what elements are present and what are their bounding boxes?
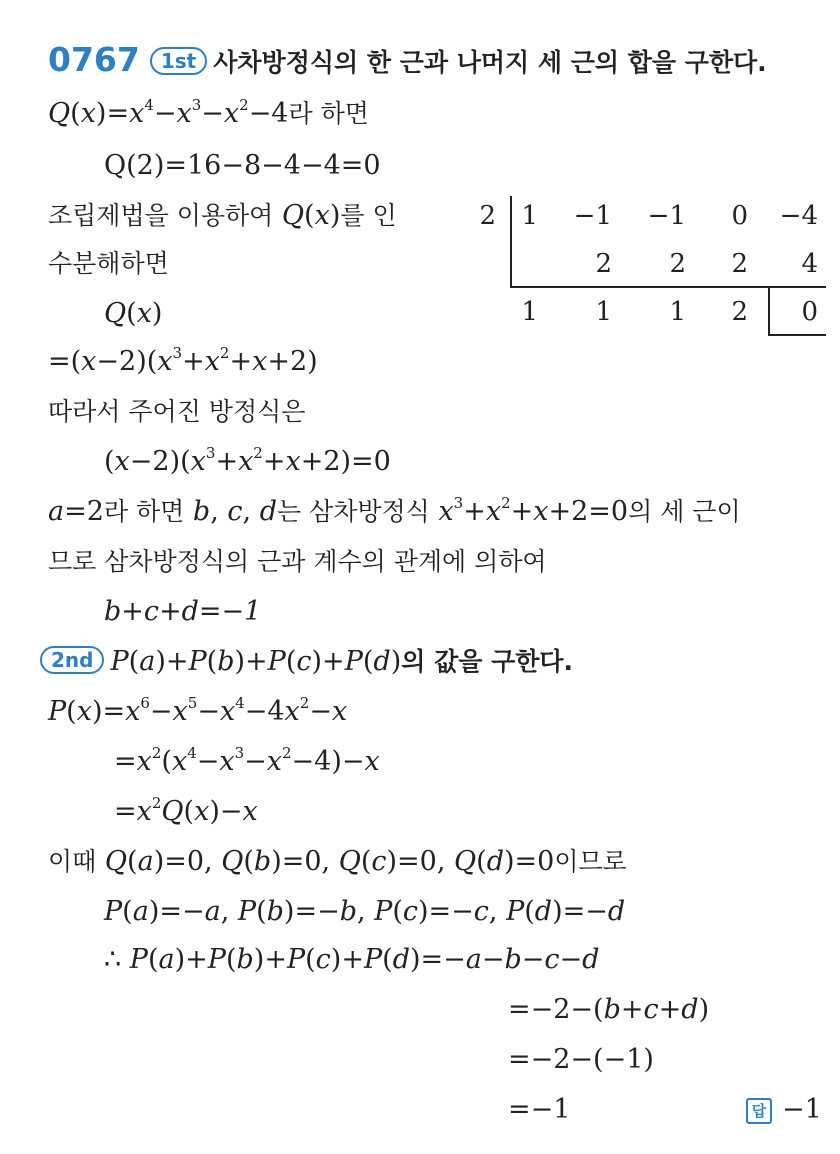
qx-line: Q(x) <box>104 298 163 329</box>
step2-badge: 2nd <box>40 646 104 674</box>
synth-intro-text2: 를 인 <box>340 201 397 230</box>
sd-result: 1 <box>521 297 538 327</box>
sum-step2: =−2−(−1) <box>508 1044 654 1075</box>
qx-factored: $=(x-2)(x^3+x^2+x+2)$ <box>48 344 318 377</box>
factor-line: 수분해하면 <box>48 249 169 278</box>
sd-coef: 1 <box>521 201 538 231</box>
p-rewrite2: $=x^2Q(x)-x$ <box>114 794 258 827</box>
p-definition: $P(x)=x^6-x^5-x^4-4x^2-x$ <box>48 694 348 727</box>
sd-divisor: 2 <box>479 201 496 231</box>
since-text2: 이므로 <box>554 847 627 876</box>
sd-middle: 4 <box>801 249 818 279</box>
since-text: 이때 <box>48 847 97 876</box>
sd-coef: −1 <box>647 201 686 231</box>
sd-result: 2 <box>731 297 748 327</box>
sd-coef: −4 <box>779 201 818 231</box>
p-rewrite1: $=x^2(x^4-x^3-x^2-4)-x$ <box>114 744 380 777</box>
cubic-roots-text: 는 삼차방정식 <box>276 497 430 526</box>
q-definition: $Q(x)=x^4-x^3-x^2-4$라 하면 <box>48 96 369 129</box>
let-a-line: a=2라 하면 b, c, d는 삼차방정식 $x^3+x^2+x+2=0$의 세 근이 <box>48 494 741 527</box>
q2-expression: Q(2)=16−8−4−4=0 <box>104 150 381 181</box>
q2-eval <box>104 146 381 186</box>
step1-heading: 사차방정식의 한 근과 나머지 세 근의 합을 구한다. <box>213 48 767 77</box>
since-line: 이때 Q(a)=0, Q(b)=0, Q(c)=0, Q(d)=0이므로 <box>48 846 627 877</box>
p-values: P(a)=−a, P(b)=−b, P(c)=−c, P(d)=−d <box>104 896 626 927</box>
factored-equation: $(x-2)(x^3+x^2+x+2)=0$ <box>104 444 391 477</box>
sd-result: 1 <box>669 297 686 327</box>
synth-intro-line: 조립제법을 이용하여 Q(x)를 인 <box>48 200 397 231</box>
therefore-sum: ∴ P(a)+P(b)+P(c)+P(d)=−a−b−c−d <box>104 944 600 975</box>
step2-heading: 의 값을 구한다. <box>401 647 574 676</box>
let-q-text: 라 하면 <box>288 99 369 128</box>
let-a-text: 라 하면 <box>103 497 185 526</box>
sd-remainder: 0 <box>801 297 818 327</box>
sd-middle: 2 <box>595 249 612 279</box>
sd-coef: 0 <box>731 201 748 231</box>
sd-result: 1 <box>595 297 612 327</box>
step2-header: 2nd P(a)+P(b)+P(c)+P(d)의 값을 구한다. <box>40 642 573 682</box>
sd-horizontal-line <box>510 286 826 288</box>
cubic-roots-text2: 의 세 근이 <box>628 497 741 526</box>
problem-header <box>48 40 767 83</box>
sum-final: =−1 <box>508 1094 571 1125</box>
problem-number: 0767 <box>48 40 140 79</box>
therefore-eq-line: 따라서 주어진 방정식은 <box>48 397 306 426</box>
answer-value: −1 <box>782 1094 822 1125</box>
sd-coef: −1 <box>573 201 612 231</box>
sum-bcd: b+c+d=−1 <box>104 596 262 627</box>
sd-remainder-box-bottom <box>768 334 826 336</box>
sd-middle: 2 <box>669 249 686 279</box>
synth-intro-text: 조립제법을 이용하여 <box>48 201 274 230</box>
step1-badge: 1st <box>150 47 207 75</box>
sum-step1: =−2−(b+c+d) <box>508 994 710 1025</box>
answer-icon: 답 <box>746 1098 772 1124</box>
sd-middle: 2 <box>731 249 748 279</box>
vieta-line: 므로 삼차방정식의 근과 계수의 관계에 의하여 <box>48 547 547 576</box>
